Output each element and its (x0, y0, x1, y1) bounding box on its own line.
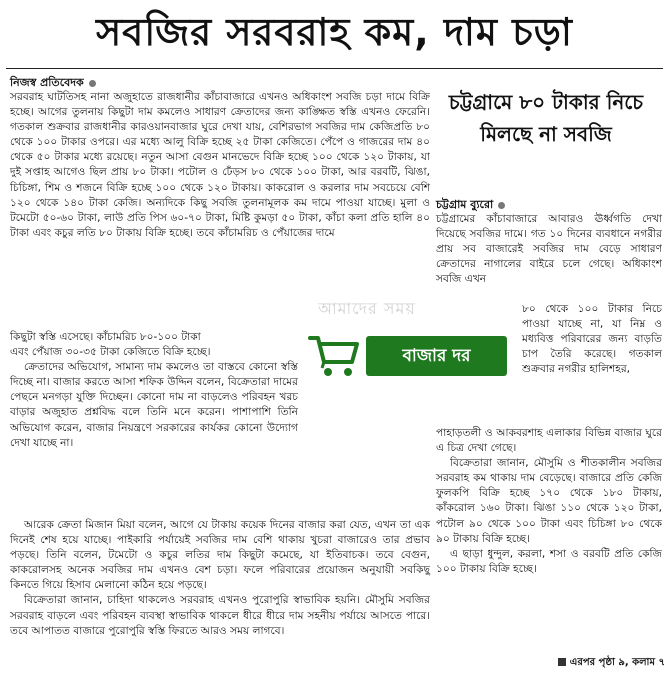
byline-dot-icon (498, 202, 505, 209)
left-paragraph-4: বিক্রেতারা জানান, চাহিদা থাকলেও সরবরাহ এখনও পুরোপুরি স্বাভাবিক হয়নি। মৌসুমি সবজির সরবরাহ বাড়লে এবং পরিবহন ব্যবস্থা স্বাভাবিক থাকলে ধীরে ধীরে দাম সহনীয় পর্যায়ে আসতে পারে। তবে আপাতত বাজারে পুরোপুরি স্বস্তি ফিরতে আরও সময় লাগবে। (10, 594, 430, 637)
left-column-top (10, 90, 430, 241)
bazar-dor-label: বাজার দর (366, 336, 507, 376)
headline-rule (6, 68, 663, 69)
right-paragraph-3: এ ছাড়া ধুন্দুল, করলা, শসা ও বরবটি প্রতি কেজি ১০০ টাকায় বিক্রি হচ্ছে। (436, 547, 662, 575)
continued-on-page (505, 655, 665, 672)
headline: সবজির সরবরাহ কম, দাম চড়া (96, 10, 573, 54)
left-paragraph-1-end: এবং পেঁয়াজ ৩০-৩৫ টাকা কেজিতে বিক্রি হচ্ছে। (10, 346, 211, 359)
jump-text: এরপর পৃষ্ঠা ৯, কলাম ৭ (569, 657, 665, 668)
right-column-bottom (436, 426, 662, 577)
left-column-bottom (10, 518, 430, 639)
right-paragraph-1-cont: ৮০ থেকে ১০০ টাকার নিচে পাওয়া যাচ্ছে না, যা নিম্ন ও মধ্যবিত্ত পরিবারের জন্য বাড়তি চাপ তৈরি করেছে। গতকাল শুক্রবার নগরীর হালিশহর, (522, 303, 662, 376)
square-bullet-icon (558, 658, 566, 666)
shopping-cart-icon (304, 328, 366, 378)
bazar-dor-logo (304, 328, 509, 378)
right-column-beside-logo (522, 302, 662, 377)
right-subheadline: চট্টগ্রামে ৮০ টাকার নিচে মিলছে না সবজি (448, 90, 644, 146)
left-paragraph-2: ক্রেতাদের অভিযোগ, সামান্য দাম কমলেও তা বাস্তবে কোনো স্বস্তি দিচ্ছে না। বাজার করতে আসা শফিক উদ্দিন বলেন, বিক্রেতারা দামের পেছনে মনগড়া যুক্তি দিচ্ছেন। কোনো দাম না বাড়লেও পরিবহন খরচ বাড়ার অজুহাত প্রশ্নবিদ্ধ বলে তিনি মনে করেন। পাশাপাশি তিনি অভিযোগ করেন, বাজার নিয়ন্ত্রণে সরকারের কার্যকর কোনো উদ্যোগ দেখা যাচ্ছে না। (10, 361, 298, 449)
left-byline-text: নিজস্ব প্রতিবেদক (10, 76, 84, 89)
left-paragraph-1: সরবরাহ ঘাটতিসহ নানা অজুহাতে রাজধানীর কাঁচাবাজারে এখনও অধিকাংশ সবজি চড়া দামে বিক্রি হচ্ছে। আগের তুলনায় কিছুটা দাম কমলেও সাধারণ ক্রেতাদের জন্য কাঙ্ক্ষিত স্বস্তি এখনও ফেরেনি। গতকাল শুক্রবার রাজধানীর কারওয়ানবাজার ঘুরে দেখা যায়, বেশিরভাগ সবজির দাম কেজিপ্রতি ৮০ থেকে ১০০ টাকার ওপরে। এর মধ্যে আলু বিক্রি হচ্ছে ২৫ টাকা কেজিতে। পেঁপে ও গাজরের দাম ৪০ থেকে ৫০ টাকার মধ্যে রয়েছে। নতুন আসা বেগুন মানভেদে বিক্রি হচ্ছে ১০০ থেকে ১২০ টাকায়, যা দুই সপ্তাহ আগেও ছিল প্রায় ৮০ টাকা। পটোল ও ঢেঁড়স ৮০ থেকে ১০০ টাকা, আর বরবটি, ঝিঙা, চিচিঙ্গা, শিম ও শজনে বিক্রি হচ্ছে ১০০ থেকে ১২০ টাকায়। কাকরোল ও করলার দাম সবচেয়ে বেশি ১২০ থেকে ১৪০ টাকা কেজি। অন্যদিকে কিছু সবজি তুলনামূলক কম দামে পাওয়া যাচ্ছে। মুলা ও টমেটো ৫০-৬০ টাকা, লাউ প্রতি পিস ৬০-৭০ টাকা, মিষ্টি কুমড়া ৫০ টাকা, কাঁচা কলা প্রতি হালি ৪০ টাকা এবং কচুর লতি ৮০ টাকায় বিক্রি হচ্ছে। তবে কাঁচামরিচ ও পেঁয়াজের দামে (10, 91, 430, 239)
right-paragraph-2: বিক্রেতারা জানান, মৌসুমি ও শীতকালীন সবজির সরবরাহ কম থাকায় দাম বেড়েছে। বাজারে প্রতি কেজি ফুলকপি বিক্রি হচ্ছে ১৭০ থেকে ১৮০ টাকায়, কাঁকরোল ১৬০ টাকা। ঝিঙা ১১০ থেকে ১২০ টাকা, পটোল ৯০ থেকে ১০০ টাকা এবং চিচিঙ্গা ৮০ থেকে ৯০ টাকায় বিক্রি হচ্ছে। (436, 457, 662, 545)
byline-dot-icon (89, 80, 96, 87)
right-paragraph-1-end: পাহাড়তলী ও আকবরশাহ এলাকার বিভিন্ন বাজার ঘুরে এ চিত্র দেখা গেছে। (436, 427, 662, 455)
right-column-top (436, 212, 662, 287)
right-byline-text: চট্টগ্রাম ব্যুরো (436, 198, 494, 211)
watermark: আমাদের সময় (318, 299, 416, 318)
right-paragraph-1: চট্টগ্রামের কাঁচাবাজারে আবারও ঊর্ধ্বগতি দেখা দিয়েছে সবজির দামে। গত ১০ দিনের ব্যবধানে নগরীর প্রায় সব বাজারেই সবজির দাম বেড়ে সাধারণ ক্রেতাদের নাগালের বাইরে চলে গেছে। অধিকাংশ সবজি এখন (436, 213, 662, 286)
left-paragraph-3: আরেক ক্রেতা মিজান মিয়া বলেন, আগে যে টাকায় কয়েক দিনের বাজার করা যেত, এখন তা এক দিনেই শেষ হয়ে যাচ্ছে। পাইকারি পর্যায়েই সবজির দাম বেশি থাকায় খুচরা বাজারেও তার প্রভাব পড়ছে। তিনি বলেন, টমেটো ও কচুর লতির দাম কিছুটা কমেছে, যা ইতিবাচক। তবে বেগুন, কাকরোলসহ অনেক সবজির দাম এখনও বেশ চড়া। ফলে পরিবারের প্রয়োজন অনুযায়ী সবকিছু কিনতে গিয়ে হিসাব মেলানো কঠিন হয়ে পড়ছে। (10, 519, 430, 592)
left-column-middle (10, 330, 298, 451)
left-paragraph-1-cont: কিছুটা স্বস্তি এসেছে। কাঁচামরিচ ৮০-১০০ টাকা (10, 331, 201, 343)
